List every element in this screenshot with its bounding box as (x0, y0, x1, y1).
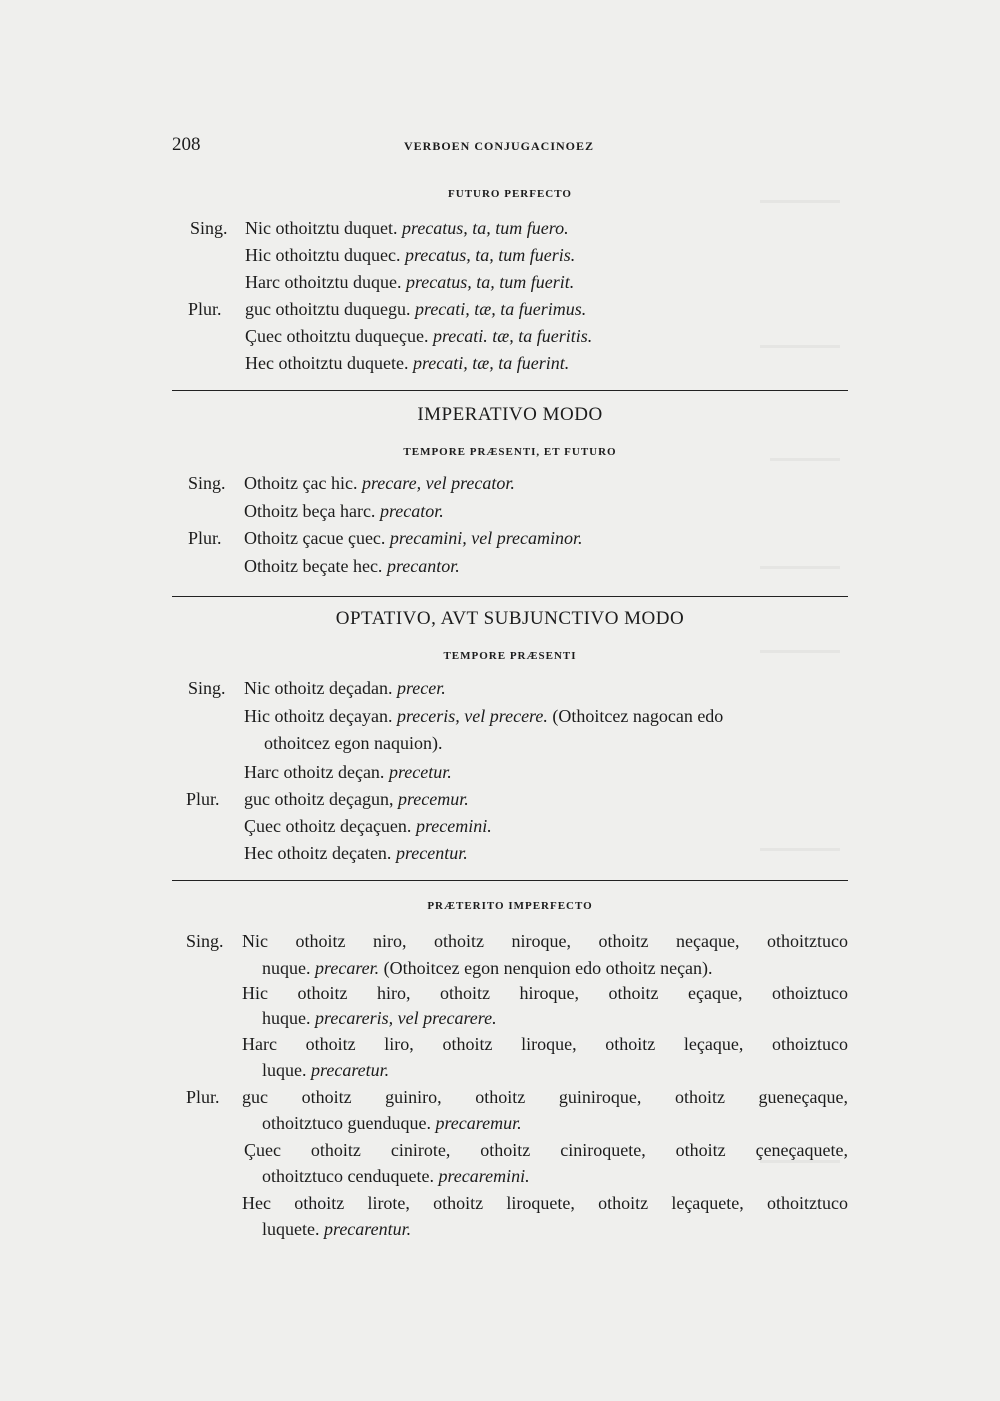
basque-text: Hic othoitz hiro, othoitz hiroque, othoitz eçaque, othoiztuco (242, 983, 848, 1003)
conjugation-line-continued (262, 1219, 411, 1240)
conjugation-line (244, 501, 444, 522)
plur-label: Plur. (186, 1087, 220, 1107)
conjugation-line (244, 556, 460, 577)
conjugation-line-continued (262, 1166, 530, 1187)
basque-text: Hic othoitz deçayan. (244, 706, 393, 726)
sing-label: Sing. (190, 218, 228, 238)
basque-text: othoitcez egon naquion). (264, 733, 443, 753)
plur-label: Plur. (186, 789, 220, 809)
latin-gloss: precemini. (415, 816, 492, 836)
conjugation-line (245, 326, 592, 347)
section-rule (172, 596, 848, 597)
basque-text: Çuec othoitz cinirote, othoitz ciniroquete, othoitz çeneçaquete, (244, 1140, 848, 1160)
latin-gloss: precatus, ta, tum fueris. (404, 245, 576, 265)
conjugation-line (245, 272, 574, 293)
basque-text: Hec othoitz deçaten. (244, 843, 392, 863)
subheading-optativo: TEMPORE PRÆSENTI (443, 650, 577, 662)
latin-gloss: precatus, ta, tum fuero. (401, 218, 569, 238)
basque-text: Hic othoitztu duquec. (245, 245, 401, 265)
latin-gloss: precati, tæ, ta fuerint. (412, 353, 570, 373)
conjugation-line (244, 706, 723, 727)
conjugation-line-continued (264, 733, 442, 754)
basque-text: luquete. (262, 1219, 320, 1239)
sing-label: Sing. (188, 473, 226, 493)
basque-text: Nic othoitztu duquet. (245, 218, 398, 238)
latin-gloss: precentur. (395, 843, 468, 863)
latin-gloss: preceris, vel precere. (396, 706, 548, 726)
basque-text: guc othoitztu duquegu. (245, 299, 411, 319)
running-head (172, 134, 848, 158)
basque-text: Othoitz çac hic. (244, 473, 358, 493)
basque-text: othoitztuco guenduque. (262, 1113, 431, 1133)
page-number: 208 (172, 134, 201, 155)
basque-text: Harc othoitz liro, othoitz liroque, othoitz leçaque, othoiztuco (242, 1034, 848, 1054)
latin-gloss: precati, tæ, ta fuerimus. (414, 299, 587, 319)
section-rule (172, 390, 848, 391)
conjugation-line (242, 931, 848, 952)
basque-text: Nic othoitz deçadan. (244, 678, 393, 698)
plur-label: Plur. (188, 299, 222, 319)
subheading-praeterito: PRÆTERITO IMPERFECTO (427, 900, 593, 912)
basque-text: Hec othoitztu duquete. (245, 353, 409, 373)
basque-text: Çuec othoitz deçaçuen. (244, 816, 412, 836)
subheading-imperativo: TEMPORE PRÆSENTI, ET FUTURO (403, 446, 617, 458)
conjugation-line (244, 816, 492, 837)
conjugation-line-continued (262, 958, 713, 979)
plur-label: Plur. (188, 528, 222, 548)
sing-label: Sing. (188, 678, 226, 698)
conjugation-line (244, 762, 452, 783)
basque-text: Othoitz beça harc. (244, 501, 376, 521)
conjugation-line (245, 218, 569, 239)
conjugation-line (242, 1087, 848, 1108)
conjugation-line (242, 983, 848, 1004)
note-text: (Othoitcez egon nenquion edo othoitz neçan). (383, 958, 713, 978)
conjugation-line (244, 1140, 848, 1161)
basque-text: Harc othoitztu duque. (245, 272, 402, 292)
section-heading-imperativo: IMPERATIVO MODO (417, 404, 603, 425)
latin-gloss: precareris, vel precarere. (315, 1008, 497, 1028)
latin-gloss: precare, vel precator. (361, 473, 515, 493)
section-heading-optativo: OPTATIVO, AVT SUBJUNCTIVO MODO (335, 608, 685, 629)
conjugation-line (244, 843, 468, 864)
latin-gloss: precaremini. (438, 1166, 530, 1186)
latin-gloss: precati. tæ, ta fueritis. (432, 326, 593, 346)
conjugation-line (244, 789, 469, 810)
basque-text: guc othoitz guiniro, othoitz guiniroque, othoitz gueneçaque, (242, 1087, 848, 1107)
latin-gloss: precer. (396, 678, 446, 698)
basque-text: Othoitz çacue çuec. (244, 528, 386, 548)
basque-text: luque. (262, 1060, 307, 1080)
basque-text: nuque. (262, 958, 311, 978)
conjugation-line (242, 1193, 848, 1214)
basque-text: Othoitz beçate hec. (244, 556, 383, 576)
latin-gloss: precaretur. (311, 1060, 390, 1080)
basque-text: Çuec othoitztu duqueçue. (245, 326, 429, 346)
latin-gloss: precatus, ta, tum fuerit. (405, 272, 575, 292)
basque-text: Nic othoitz niro, othoitz niroque, othoitz neçaque, othoitztuco (242, 931, 848, 951)
basque-text: Harc othoitz deçan. (244, 762, 385, 782)
basque-text: guc othoitz deçagun, (244, 789, 394, 809)
conjugation-line-continued (262, 1060, 389, 1081)
basque-text: huque. (262, 1008, 311, 1028)
conjugation-line-continued (262, 1113, 522, 1134)
latin-gloss: precemur. (397, 789, 469, 809)
latin-gloss: precarentur. (323, 1219, 412, 1239)
section-rule (172, 880, 848, 881)
latin-gloss: precarer. (315, 958, 380, 978)
basque-text: othoitztuco cenduquete. (262, 1166, 434, 1186)
conjugation-line (245, 245, 575, 266)
latin-gloss: precaremur. (435, 1113, 522, 1133)
basque-text: Hec othoitz lirote, othoitz liroquete, othoitz leçaquete, othoitztuco (242, 1193, 848, 1213)
sing-label: Sing. (186, 931, 224, 951)
conjugation-line (245, 353, 569, 374)
conjugation-line (244, 473, 515, 494)
section-heading-futuro-perfecto: FUTURO PERFECTO (448, 188, 572, 200)
latin-gloss: precetur. (388, 762, 452, 782)
conjugation-line (242, 1034, 848, 1055)
latin-gloss: precamini, vel precaminor. (389, 528, 583, 548)
latin-gloss: precator. (379, 501, 444, 521)
note-text: (Othoitcez nagocan edo (552, 706, 724, 726)
conjugation-line (245, 299, 586, 320)
latin-gloss: precantor. (386, 556, 460, 576)
running-title: VERBOEN CONJUGACINOEZ (404, 139, 595, 153)
conjugation-line (244, 528, 583, 549)
conjugation-line (244, 678, 446, 699)
conjugation-line-continued (262, 1008, 497, 1029)
